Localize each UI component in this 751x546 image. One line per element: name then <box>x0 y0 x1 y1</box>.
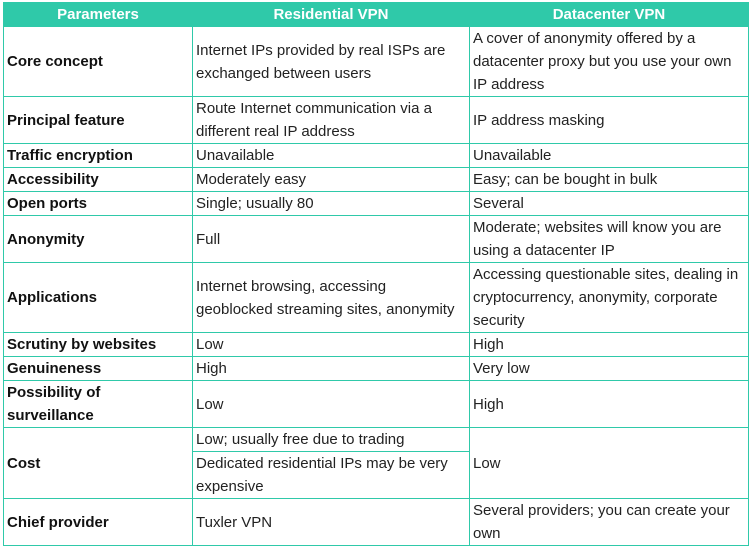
row-parameter: Open ports <box>4 192 193 216</box>
header-datacenter-vpn: Datacenter VPN <box>470 3 749 27</box>
row-parameter: Applications <box>4 263 193 333</box>
row-parameter: Cost <box>4 428 193 499</box>
table-row <box>4 144 749 168</box>
row-datacenter: Accessing questionable sites, dealing in cryptocurrency, anonymity, corporate security <box>470 263 749 333</box>
row-datacenter: Very low <box>470 357 749 381</box>
row-parameter: Genuineness <box>4 357 193 381</box>
row-residential: Low <box>193 333 470 357</box>
row-residential: Tuxler VPN <box>193 499 470 546</box>
header-parameters: Parameters <box>4 3 193 27</box>
row-parameter: Core concept <box>4 27 193 97</box>
table-header-row <box>4 3 749 27</box>
row-parameter: Chief provider <box>4 499 193 546</box>
row-residential: Single; usually 80 <box>193 192 470 216</box>
row-residential: Unavailable <box>193 144 470 168</box>
table-row <box>4 192 749 216</box>
row-parameter: Scrutiny by websites <box>4 333 193 357</box>
row-datacenter: Unavailable <box>470 144 749 168</box>
vpn-comparison-table <box>3 2 749 546</box>
row-residential: Low; usually free due to trading <box>193 428 470 452</box>
row-residential: High <box>193 357 470 381</box>
row-datacenter: High <box>470 381 749 428</box>
table-row <box>4 499 749 546</box>
row-residential: Low <box>193 381 470 428</box>
row-residential: Route Internet communication via a different real IP address <box>193 97 470 144</box>
table-row <box>4 263 749 333</box>
row-datacenter: Low <box>470 428 749 499</box>
table-row <box>4 216 749 263</box>
row-datacenter: Moderate; websites will know you are using a datacenter IP <box>470 216 749 263</box>
row-datacenter: Several <box>470 192 749 216</box>
row-parameter: Principal feature <box>4 97 193 144</box>
row-datacenter: A cover of anonymity offered by a datacenter proxy but you use your own IP address <box>470 27 749 97</box>
table-row <box>4 381 749 428</box>
row-residential: Moderately easy <box>193 168 470 192</box>
table-row <box>4 97 749 144</box>
table-row <box>4 428 749 452</box>
row-datacenter: IP address masking <box>470 97 749 144</box>
header-residential-vpn: Residential VPN <box>193 3 470 27</box>
table-row <box>4 357 749 381</box>
row-parameter: Accessibility <box>4 168 193 192</box>
row-parameter: Traffic encryption <box>4 144 193 168</box>
row-parameter: Possibility of surveillance <box>4 381 193 428</box>
row-residential: Full <box>193 216 470 263</box>
table-row <box>4 168 749 192</box>
row-residential-extra: Dedicated residential IPs may be very expensive <box>193 452 470 499</box>
table-row <box>4 27 749 97</box>
row-datacenter: Easy; can be bought in bulk <box>470 168 749 192</box>
row-datacenter: Several providers; you can create your own <box>470 499 749 546</box>
row-parameter: Anonymity <box>4 216 193 263</box>
row-datacenter: High <box>470 333 749 357</box>
table-row <box>4 333 749 357</box>
row-residential: Internet IPs provided by real ISPs are exchanged between users <box>193 27 470 97</box>
row-residential: Internet browsing, accessing geoblocked streaming sites, anonymity <box>193 263 470 333</box>
